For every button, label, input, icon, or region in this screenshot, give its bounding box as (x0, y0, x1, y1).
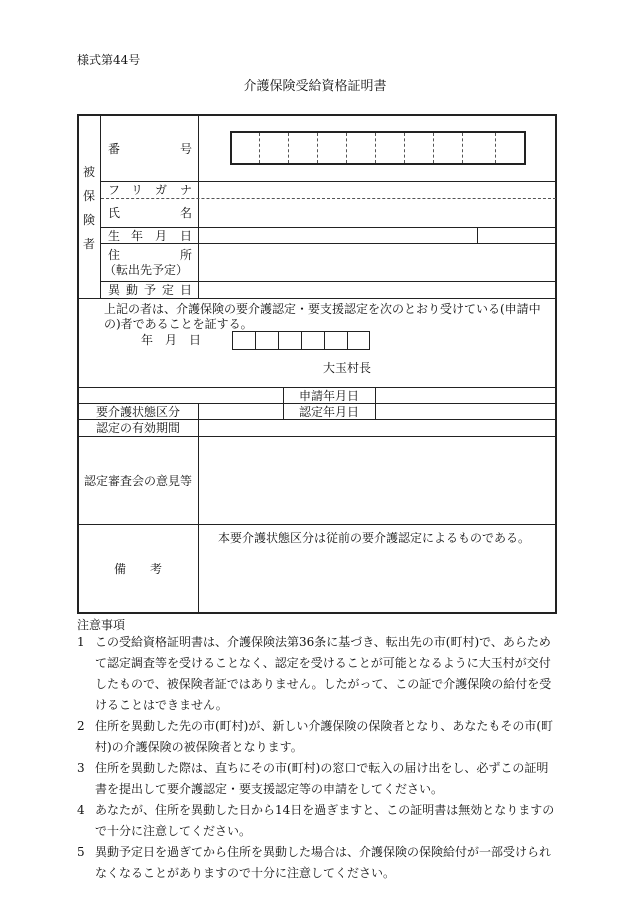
opinion-field[interactable] (200, 438, 555, 523)
opinion-label: 認定審査会の意見等 (83, 474, 192, 488)
certification-text-line2: の)者であることを証する。 (104, 317, 253, 331)
section-divider (100, 115, 101, 298)
validity-label: 認定の有効期間 (95, 421, 180, 435)
certification-date-value-field[interactable] (376, 405, 555, 418)
certification-date-label-row: 認定年月日 (298, 405, 359, 419)
name-field[interactable] (200, 200, 555, 226)
label-divider (198, 115, 199, 298)
form-number: 様式第44号 (77, 53, 141, 67)
issuer-name: 大玉村長 (323, 361, 372, 375)
remarks-text: 本要介護状態区分は従前の要介護認定によるものである。 (218, 531, 531, 545)
furigana-field[interactable] (200, 183, 555, 197)
certification-text-line1: 上記の者は、介護保険の要介護認定・要支援認定を次のとおり受けている(申請中 (104, 302, 541, 316)
notes-heading: 注意事項 (77, 618, 126, 632)
address-sub-label: （転出先予定） (104, 263, 189, 277)
address-field[interactable] (200, 245, 555, 280)
move-date-field[interactable] (200, 283, 555, 297)
gender-field[interactable] (479, 229, 555, 242)
insured-number-field[interactable] (230, 131, 526, 165)
document-title: 介護保険受給資格証明書 (243, 79, 387, 94)
care-level-field[interactable] (200, 405, 282, 418)
care-level-label: 要介護状態区分 (95, 405, 180, 419)
application-date-label: 申請年月日 (298, 389, 359, 403)
birth-date-field[interactable] (200, 229, 476, 242)
application-date-field[interactable] (376, 389, 555, 402)
validity-field[interactable] (200, 421, 555, 435)
